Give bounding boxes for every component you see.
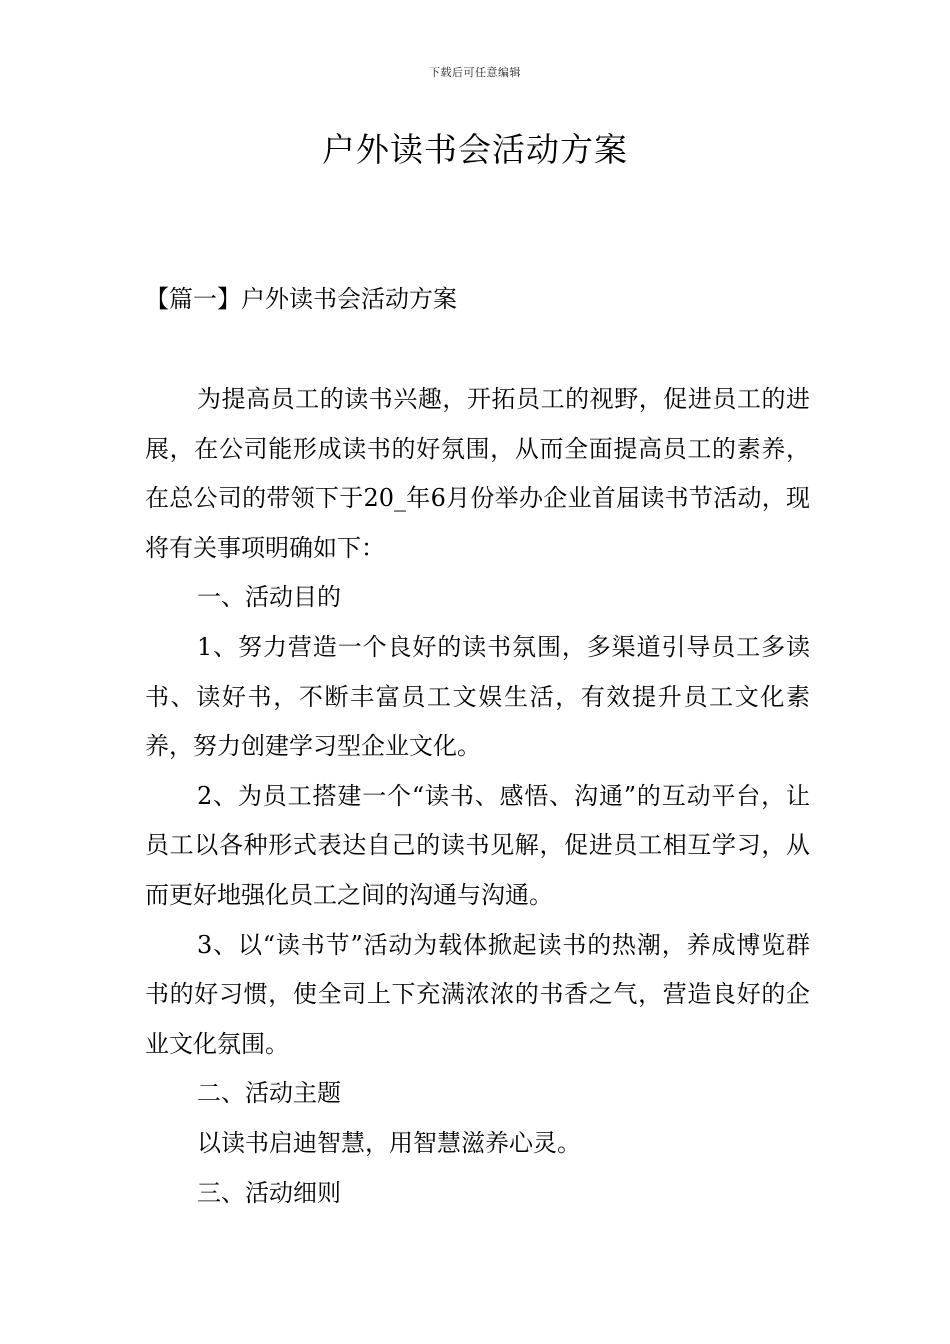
purpose-item-2: 2、为员工搭建一个“读书、感悟、沟通”的互动平台，让员工以各种形式表达自己的读书见解，促进员工相互学习，从而更好地强化员工之间的沟通与沟通。 (145, 781, 810, 909)
intro-paragraph: 为提高员工的读书兴趣，开拓员工的视野，促进员工的进展，在公司能形成读书的好氛围，从而全面提高员工的素养，在总公司的带领下于20_年6月份举办企业首届读书节活动，现将有关事项明确如下： (145, 385, 810, 562)
heading-activity-theme: 二、活动主题 (197, 1079, 341, 1108)
document-title: 户外读书会活动方案 (322, 130, 628, 169)
document-body (145, 375, 810, 1218)
heading-activity-purpose: 一、活动目的 (197, 583, 341, 612)
purpose-item-1: 1、努力营造一个良好的读书氛围，多渠道引导员工多读书、读好书，不断丰富员工文娱生活，有效提升员工文化素养，努力创建学习型企业文化。 (145, 632, 810, 761)
section-heading: 【篇一】户外读书会活动方案 (145, 285, 457, 313)
header-note: 下载后可任意编辑 (429, 66, 521, 79)
purpose-item-3: 3、以“读书节”活动为载体掀起读书的热潮，养成博览群书的好习惯，使全司上下充满浓浓的书香之气，营造良好的企业文化氛围。 (145, 930, 810, 1058)
heading-activity-rules: 三、活动细则 (197, 1178, 341, 1207)
theme-paragraph: 以读书启迪智慧，用智慧滋养心灵。 (197, 1128, 581, 1157)
